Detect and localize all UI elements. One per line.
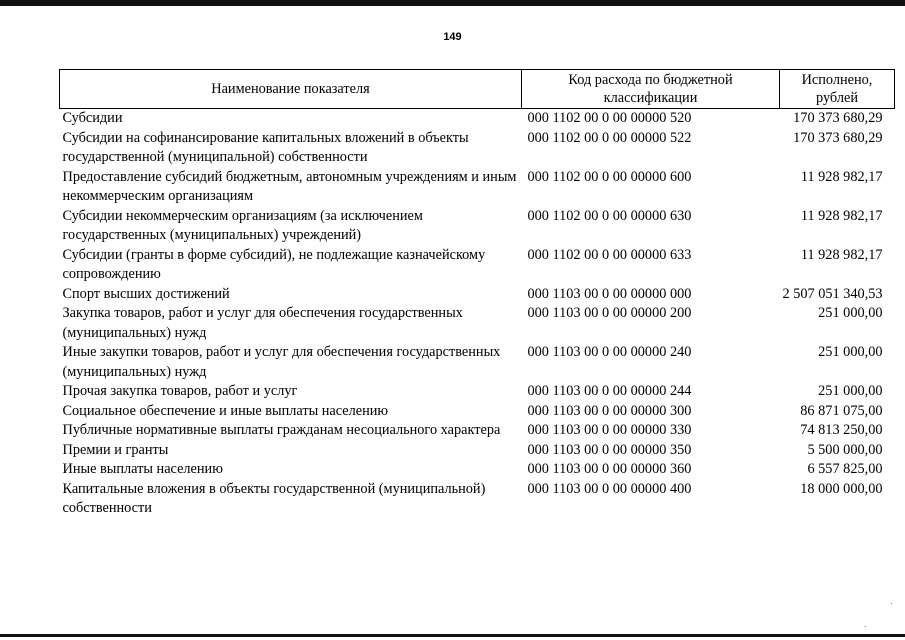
row-name: Субсидии (гранты в форме субсидий), не подлежащие казначейскому сопровождению: [62, 246, 486, 282]
row-amount: 251 000,00: [818, 383, 883, 399]
row-name: Иные закупки товаров, работ и услуг для обеспечения государственных (муниципальных) нужд: [62, 344, 501, 380]
header-code: Код расхода по бюджетной классификации: [522, 70, 780, 109]
table-header: [60, 70, 895, 109]
scan-top-border: [0, 0, 905, 6]
page-number: 149: [443, 31, 462, 43]
report-sheet: [59, 69, 894, 519]
row-name: Социальное обеспечение и иные выплаты населению: [62, 402, 389, 419]
table-row: [60, 246, 895, 285]
row-amount: 251 000,00: [818, 344, 883, 360]
row-code: 000 1103 00 0 00 00000 330: [527, 422, 692, 438]
row-amount: 251 000,00: [818, 305, 883, 321]
row-amount: 170 373 680,29: [793, 110, 883, 126]
row-name: Спорт высших достижений: [62, 285, 230, 302]
table-row: [60, 382, 895, 402]
row-code: 000 1102 00 0 00 00000 520: [527, 110, 692, 126]
row-amount: 74 813 250,00: [800, 422, 883, 438]
row-name: Публичные нормативные выплаты гражданам несоциального характера: [62, 422, 501, 438]
row-code: 000 1103 00 0 00 00000 244: [527, 383, 692, 399]
table-row: [60, 207, 895, 246]
row-name: Субсидии на софинансирование капитальных вложений в объекты государственной (муниципальной) собственности: [62, 129, 469, 165]
row-name: Премии и гранты: [62, 441, 169, 458]
table-row: [60, 109, 895, 129]
table-row: [60, 421, 895, 441]
header-row: [60, 70, 895, 109]
row-code: 000 1102 00 0 00 00000 633: [527, 246, 692, 263]
row-code: 000 1103 00 0 00 00000 400: [527, 480, 692, 497]
row-code: 000 1102 00 0 00 00000 630: [527, 207, 692, 224]
row-name: Прочая закупка товаров, работ и услуг: [62, 383, 298, 399]
row-name: Субсидии некоммерческим организациям (за исключением государственных (муниципальных) учреждений): [62, 207, 423, 243]
row-name: Предоставление субсидий бюджетным, автономным учреждениям и иным некоммерческим организациям: [62, 168, 517, 204]
row-code: 000 1102 00 0 00 00000 600: [527, 168, 692, 185]
header-amount: Исполнено, рублей: [780, 70, 895, 109]
table-row: [60, 129, 895, 168]
row-amount: 18 000 000,00: [800, 480, 883, 497]
row-code: 000 1103 00 0 00 00000 360: [527, 461, 692, 477]
row-code: 000 1103 00 0 00 00000 350: [527, 441, 692, 458]
table-row: [60, 402, 895, 422]
scan-speck: .: [890, 597, 893, 606]
row-amount: 11 928 982,17: [800, 246, 883, 263]
row-amount: 11 928 982,17: [800, 168, 883, 185]
table-row: [60, 285, 895, 305]
row-amount: 86 871 075,00: [800, 402, 883, 419]
table-row: [60, 168, 895, 207]
table-row: [60, 460, 895, 480]
row-name: Капитальные вложения в объекты государственной (муниципальной) собственности: [62, 480, 486, 516]
row-code: 000 1103 00 0 00 00000 240: [527, 344, 692, 360]
row-code: 000 1103 00 0 00 00000 300: [527, 402, 692, 419]
scan-bottom-border: [0, 634, 905, 637]
header-name: Наименование показателя: [60, 70, 522, 109]
row-amount: 2 507 051 340,53: [782, 285, 883, 302]
table-row: [60, 441, 895, 461]
row-amount: 11 928 982,17: [800, 207, 883, 224]
row-code: 000 1102 00 0 00 00000 522: [527, 129, 692, 146]
row-amount: 6 557 825,00: [807, 461, 883, 477]
table-body: [60, 109, 895, 519]
row-amount: 5 500 000,00: [807, 441, 883, 458]
row-name: Субсидии: [62, 110, 123, 126]
scan-speck: .: [864, 620, 867, 629]
table-row: [60, 480, 895, 519]
budget-table: [59, 69, 895, 519]
row-amount: 170 373 680,29: [793, 129, 883, 146]
table-row: [60, 304, 895, 343]
row-name: Закупка товаров, работ и услуг для обеспечения государственных (муниципальных) нужд: [62, 305, 463, 341]
row-code: 000 1103 00 0 00 00000 000: [527, 285, 692, 302]
row-name: Иные выплаты населению: [62, 461, 223, 477]
row-code: 000 1103 00 0 00 00000 200: [527, 305, 692, 321]
table-row: [60, 343, 895, 382]
